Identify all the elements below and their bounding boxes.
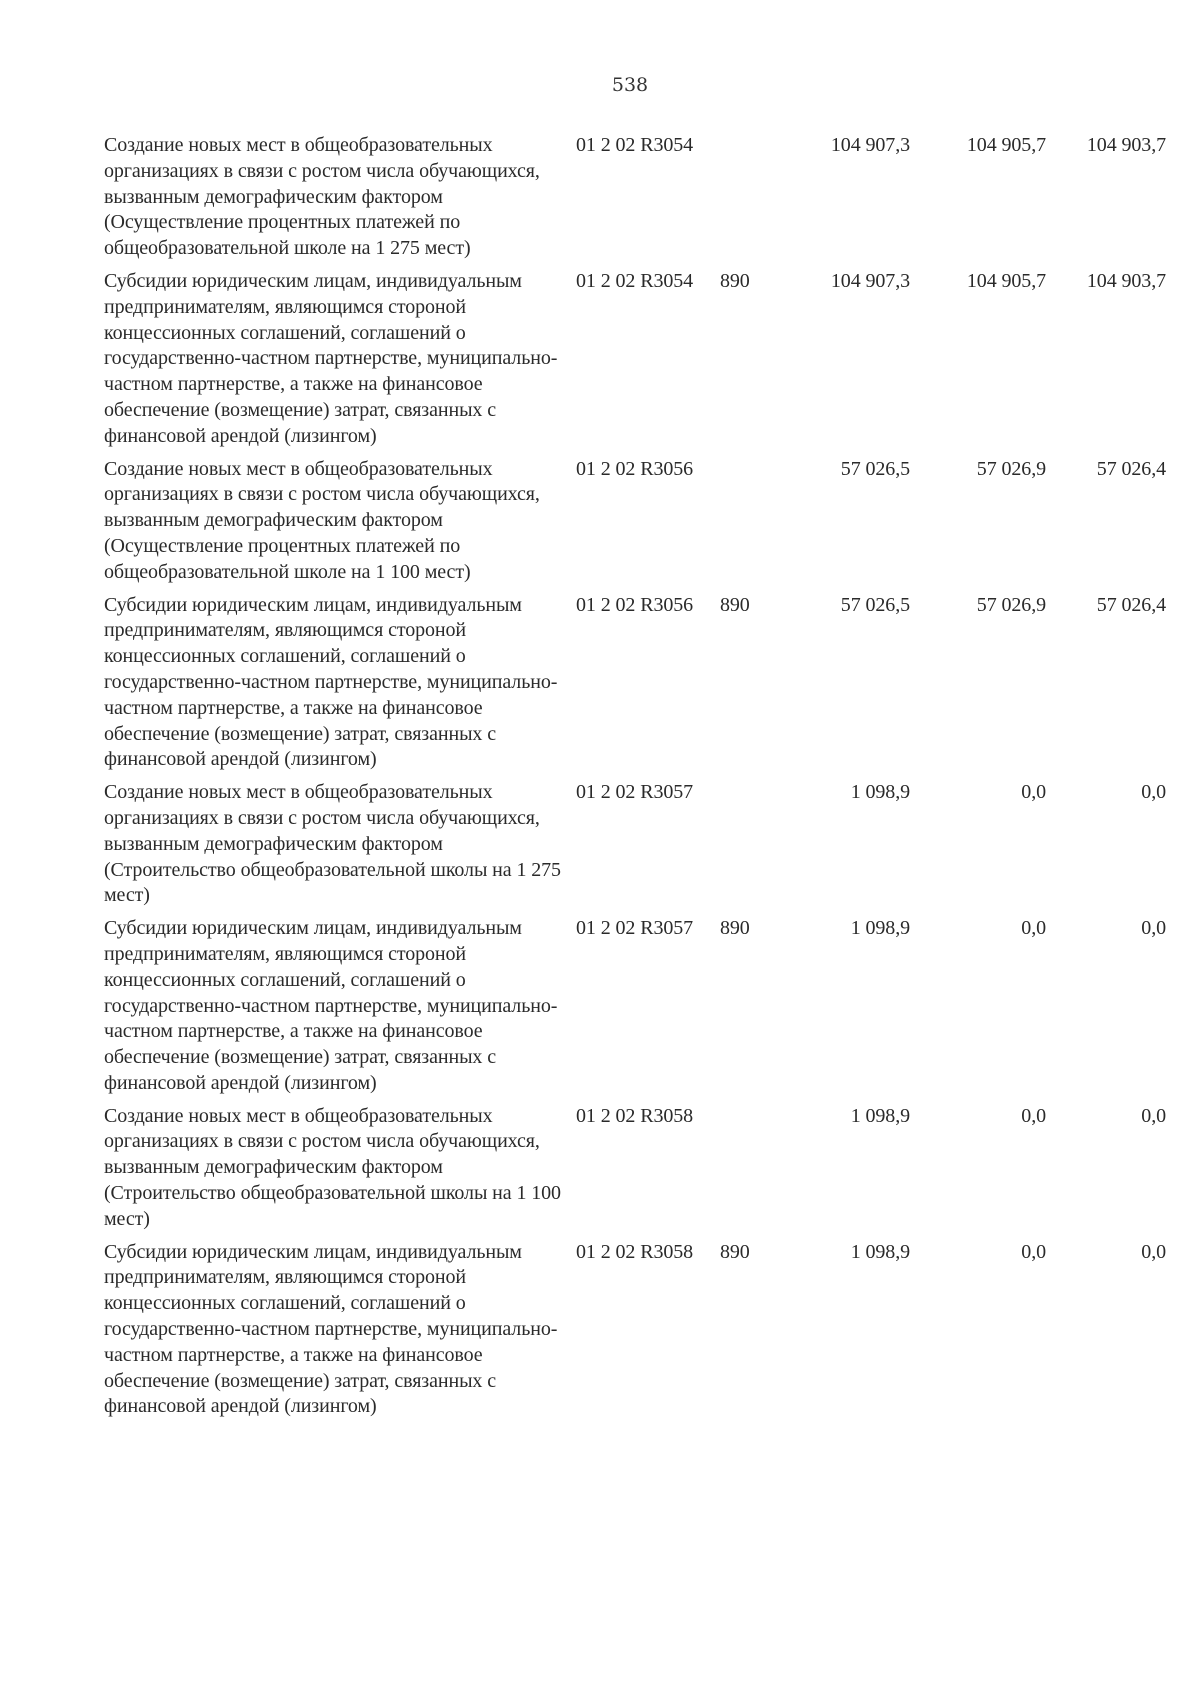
row-value-1: 57 026,5 (840, 457, 910, 480)
row-value-2: 0,0 (1021, 1240, 1046, 1263)
row-type: 890 (720, 269, 750, 292)
row-type (720, 780, 774, 916)
table-row (104, 457, 1166, 593)
table-row (104, 133, 1166, 269)
row-value-3: 57 026,4 (1096, 457, 1166, 480)
row-value-3: 104 903,7 (1086, 134, 1166, 156)
row-name: Субсидии юридическим лицам, индивидуальным предпринимателям, являющимся стороной концессионных соглашений, соглашений о государственно-частном партнерстве, муниципально-частном партнерстве, а также на финансовое обеспечение (возмещение) затрат, связанных с финансовой арендой (лизингом) (104, 269, 558, 447)
row-value-1: 57 026,5 (840, 593, 910, 616)
row-value-2: 104 905,7 (966, 134, 1046, 156)
row-value-2: 57 026,9 (976, 457, 1046, 480)
row-value-3: 57 026,4 (1096, 593, 1166, 616)
row-name: Субсидии юридическим лицам, индивидуальным предпринимателям, являющимся стороной концессионных соглашений, соглашений о государственно-частном партнерстве, муниципально-частном партнерстве, а также на финансовое обеспечение (возмещение) затрат, связанных с финансовой арендой (лизингом) (104, 917, 558, 1094)
row-name: Создание новых мест в общеобразовательных организациях в связи с ростом числа обучающихся, вызванным демографическим фактором (Строительство общеобразовательной школы на 1 100 мест) (104, 1104, 561, 1230)
budget-table-body (104, 133, 1166, 1427)
row-value-3: 104 903,7 (1086, 269, 1166, 292)
table-row (104, 593, 1166, 781)
row-value-1: 104 907,3 (830, 134, 910, 156)
row-value-3: 0,0 (1141, 917, 1166, 940)
row-name: Субсидии юридическим лицам, индивидуальным предпринимателям, являющимся стороной концессионных соглашений, соглашений о государственно-частном партнерстве, муниципально-частном партнерстве, а также на финансовое обеспечение (возмещение) затрат, связанных с финансовой арендой (лизингом) (104, 1240, 558, 1418)
row-value-2: 104 905,7 (966, 269, 1046, 292)
row-type: 890 (720, 917, 750, 940)
row-value-3: 0,0 (1141, 1104, 1166, 1127)
row-type (720, 1104, 774, 1240)
table-row (104, 269, 1166, 457)
table-row (104, 1104, 1166, 1240)
row-value-3: 0,0 (1141, 1240, 1166, 1263)
row-name: Создание новых мест в общеобразовательных организациях в связи с ростом числа обучающихся, вызванным демографическим фактором (Строительство общеобразовательной школы на 1 275 мест) (104, 781, 561, 907)
table-row (104, 1240, 1166, 1428)
row-value-1: 1 098,9 (850, 917, 910, 940)
row-value-1: 104 907,3 (830, 269, 910, 292)
row-code: 01 2 02 R3056 (576, 457, 694, 480)
row-value-2: 0,0 (1021, 917, 1046, 940)
row-code: 01 2 02 R3054 (576, 134, 694, 156)
row-type: 890 (720, 1240, 750, 1263)
row-value-3: 0,0 (1141, 781, 1166, 804)
row-value-1: 1 098,9 (850, 1240, 910, 1263)
row-value-1: 1 098,9 (850, 1104, 910, 1127)
row-code: 01 2 02 R3054 (576, 269, 694, 292)
row-type (720, 457, 774, 593)
row-type (720, 133, 774, 269)
budget-table (104, 133, 1166, 1427)
row-code: 01 2 02 R3056 (576, 593, 694, 616)
row-name: Создание новых мест в общеобразовательных организациях в связи с ростом числа обучающихся, вызванным демографическим фактором (Осуществление процентных платежей по общеобразовательной школе на 1 100 мест) (104, 457, 540, 583)
row-value-2: 57 026,9 (976, 593, 1046, 616)
row-code: 01 2 02 R3058 (576, 1104, 694, 1127)
row-code: 01 2 02 R3058 (576, 1240, 694, 1263)
table-row (104, 780, 1166, 916)
row-value-1: 1 098,9 (850, 781, 910, 804)
row-name: Субсидии юридическим лицам, индивидуальным предпринимателям, являющимся стороной концессионных соглашений, соглашений о государственно-частном партнерстве, муниципально-частном партнерстве, а также на финансовое обеспечение (возмещение) затрат, связанных с финансовой арендой (лизингом) (104, 593, 558, 771)
page-number: 538 (611, 74, 649, 96)
row-type: 890 (720, 593, 750, 616)
row-code: 01 2 02 R3057 (576, 917, 694, 940)
row-value-2: 0,0 (1021, 781, 1046, 804)
row-code: 01 2 02 R3057 (576, 781, 694, 804)
row-name: Создание новых мест в общеобразовательных организациях в связи с ростом числа обучающихся, вызванным демографическим фактором (Осуществление процентных платежей по общеобразовательной школе на 1 275 мест) (104, 134, 540, 260)
table-row (104, 916, 1166, 1104)
row-value-2: 0,0 (1021, 1104, 1046, 1127)
